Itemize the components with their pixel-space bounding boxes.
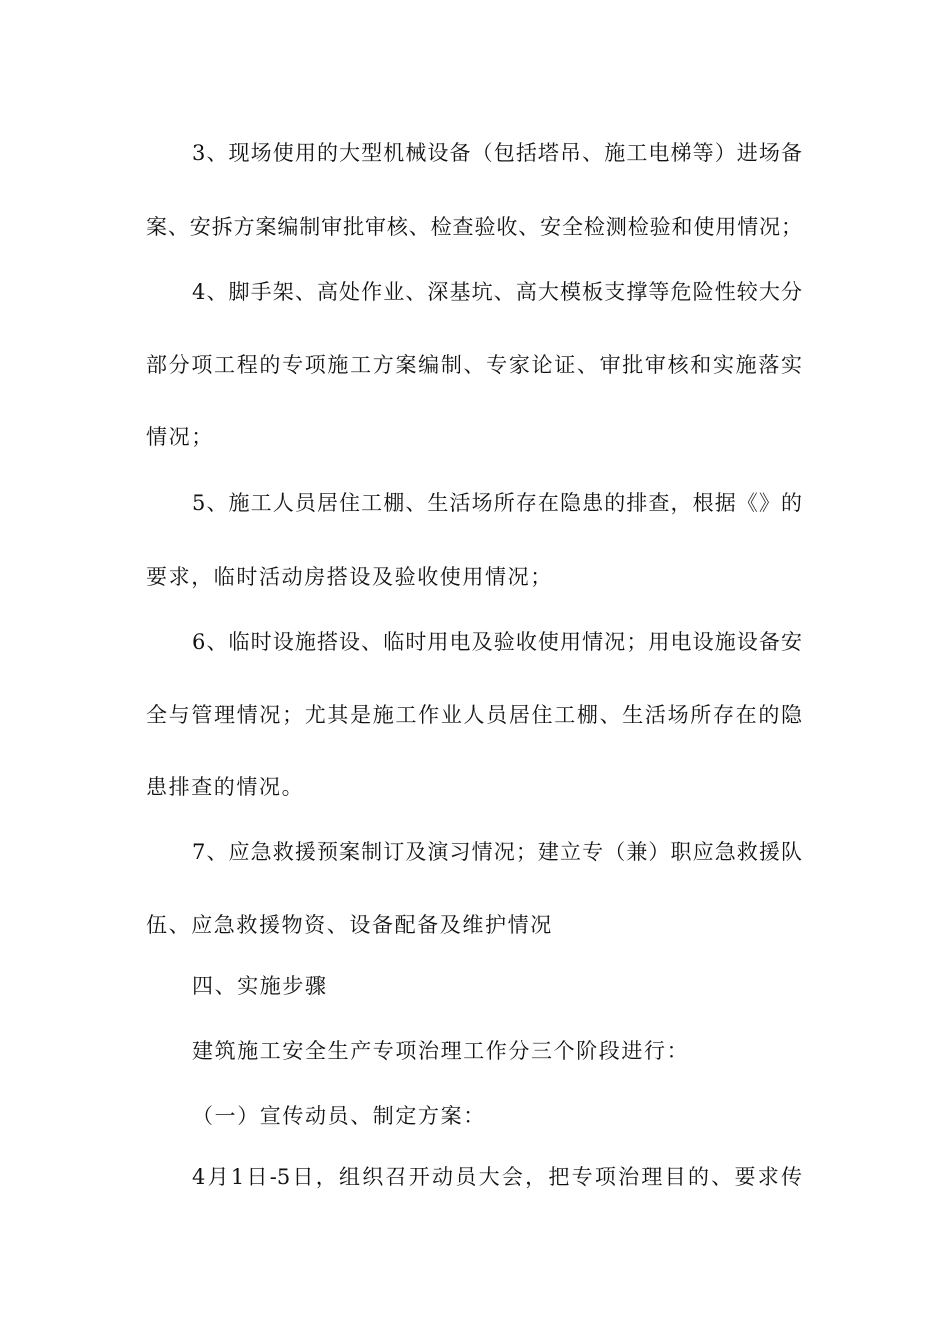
text-line-10: 患排查的情况。 [146,775,305,799]
text-line-7: 要求，临时活动房搭设及验收使用情况； [146,565,553,589]
text-line-1: 3、现场使用的大型机械设备（包括塔吊、施工电梯等）进场备 [192,141,802,165]
text-line-16: 4月1日-5日，组织召开动员大会，把专项治理目的、要求传 [192,1165,802,1189]
text-line-8: 6、临时设施搭设、临时用电及验收使用情况；用电设施设备安 [192,630,802,654]
text-line-4: 部分项工程的专项施工方案编制、专家论证、审批审核和实施落实 [146,353,802,377]
text-line-14: 建筑施工安全生产专项治理工作分三个阶段进行： [192,1039,690,1063]
text-line-11: 7、应急救援预案制订及演习情况；建立专（兼）职应急救援队 [192,840,802,864]
subsection-heading: （一）宣传动员、制定方案： [192,1104,486,1128]
text-line-5: 情况； [146,425,214,449]
text-line-6: 5、施工人员居住工棚、生活场所存在隐患的排查，根据《》的 [192,491,802,515]
section-heading: 四、实施步骤 [192,974,328,998]
text-line-2: 案、安拆方案编制审批审核、检查验收、安全检测检验和使用情况； [146,215,802,239]
text-line-3: 4、脚手架、高处作业、深基坑、高大模板支撑等危险性较大分 [192,280,802,304]
text-line-12: 伍、应急救援物资、设备配备及维护情况 [146,913,553,937]
text-line-9: 全与管理情况；尤其是施工作业人员居住工棚、生活场所存在的隐 [146,703,802,727]
